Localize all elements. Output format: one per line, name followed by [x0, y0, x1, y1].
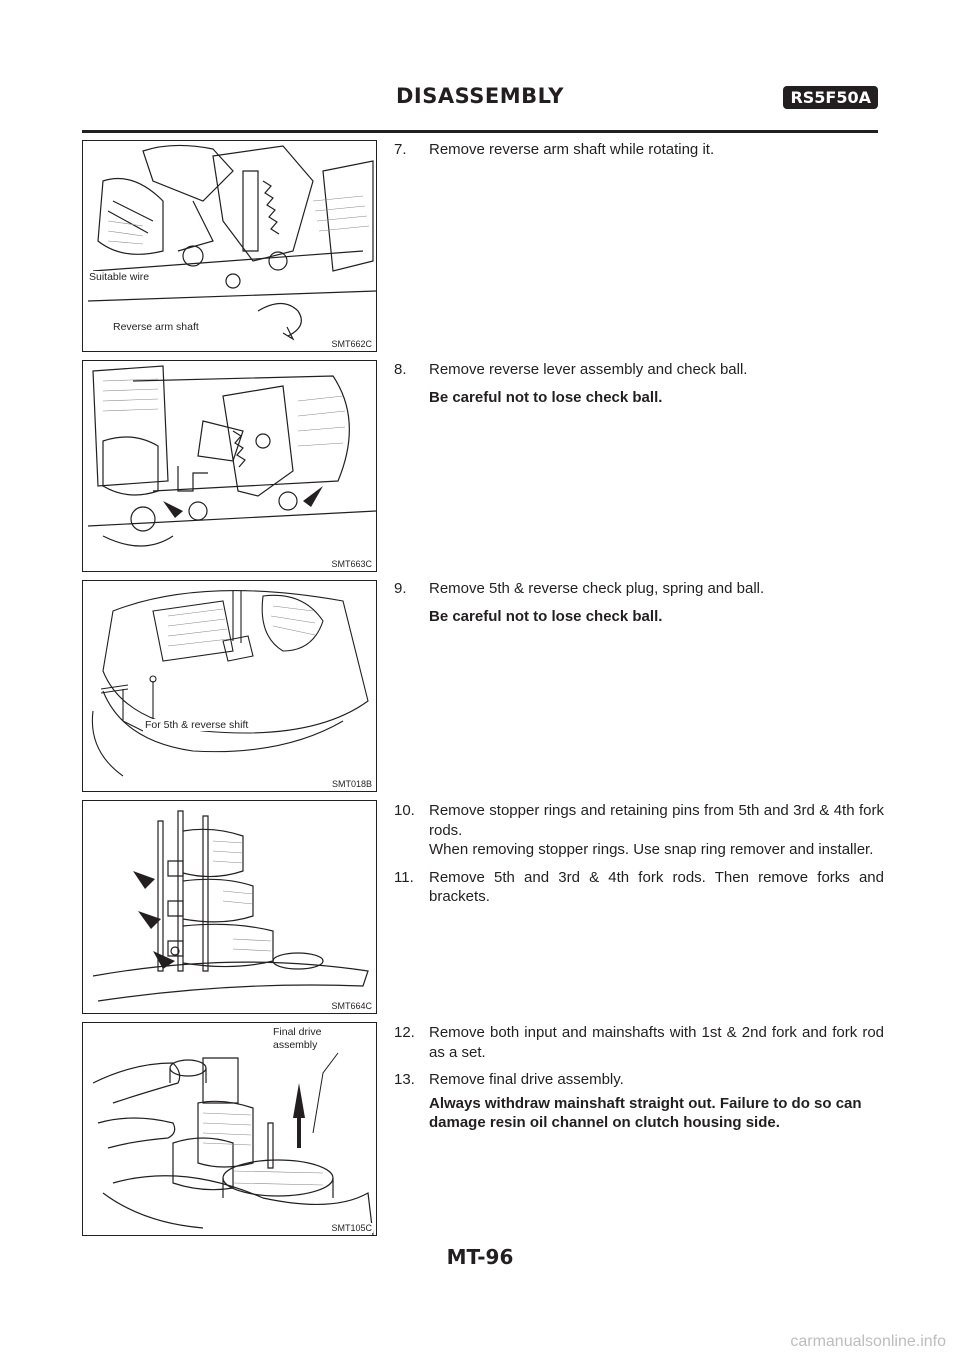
figure-fork-rods — [82, 800, 377, 1014]
figure-illustration — [83, 581, 376, 791]
figure-illustration — [83, 801, 376, 1013]
step-text: Remove both input and mainshafts with 1st & 2nd fork and fork rod as a set. — [429, 1024, 884, 1061]
step-note: When removing stopper rings. Use snap ring remover and installer. — [429, 841, 874, 858]
page-header — [82, 80, 878, 130]
step-number: 9. — [394, 580, 407, 597]
step-number: 7. — [394, 141, 407, 158]
step-number: 12. — [394, 1024, 415, 1041]
figure-check-plug — [82, 580, 377, 792]
figure-illustration — [83, 141, 376, 351]
step-number: 8. — [394, 361, 407, 378]
step-13 — [394, 1070, 884, 1133]
watermark: carmanualsonline.info — [790, 1333, 946, 1350]
step-text: Remove final drive assembly. — [429, 1071, 624, 1088]
step-8 — [394, 360, 884, 415]
steps-12-13 — [394, 1023, 884, 1141]
figure-illustration — [83, 361, 376, 571]
step-text: Remove 5th and 3rd & 4th fork rods. Then remove forks and brackets. — [429, 868, 884, 905]
page-number: MT-96 — [446, 1245, 514, 1269]
step-9 — [394, 579, 884, 634]
step-text: Remove reverse lever assembly and check ball. — [429, 361, 748, 378]
figure-code: SMT105C — [331, 1223, 372, 1233]
step-text: Remove 5th & reverse check plug, spring and ball. — [429, 580, 765, 597]
step-number: 13. — [394, 1071, 415, 1088]
label-final-drive-assembly: Final drive assembly — [271, 1026, 355, 1052]
step-caution: Be careful not to lose check ball. — [429, 607, 663, 625]
label-5th-reverse-shift: For 5th & reverse shift — [145, 719, 249, 731]
section-title: DISASSEMBLY — [396, 84, 564, 108]
step-10 — [394, 801, 884, 860]
step-11 — [394, 868, 884, 907]
figure-illustration — [83, 1023, 376, 1235]
step-caution: Always withdraw mainshaft straight out. Failure to do so can damage resin oil channel on clutch housing side. — [429, 1094, 862, 1131]
step-caution: Be careful not to lose check ball. — [429, 388, 663, 406]
label-reverse-arm-shaft: Reverse arm shaft — [113, 321, 199, 333]
figure-code: SMT663C — [331, 559, 372, 569]
figure-reverse-arm-shaft — [82, 140, 377, 352]
step-number: 11. — [394, 868, 414, 886]
step-12 — [394, 1023, 884, 1062]
figure-code: SMT662C — [331, 339, 372, 349]
model-badge: RS5F50A — [783, 86, 878, 109]
step-text: Remove reverse arm shaft while rotating it. — [429, 141, 715, 158]
step-7 — [394, 140, 884, 168]
figure-code: SMT018B — [331, 779, 372, 789]
label-suitable-wire: Suitable wire — [89, 271, 150, 283]
header-rule — [82, 130, 878, 133]
step-text: Remove stopper rings and retaining pins from 5th and 3rd & 4th fork rods. — [429, 802, 884, 839]
step-number: 10. — [394, 802, 415, 819]
figure-code: SMT664C — [331, 1001, 372, 1011]
steps-10-11 — [394, 801, 884, 915]
figure-final-drive — [82, 1022, 377, 1236]
figure-reverse-lever — [82, 360, 377, 572]
